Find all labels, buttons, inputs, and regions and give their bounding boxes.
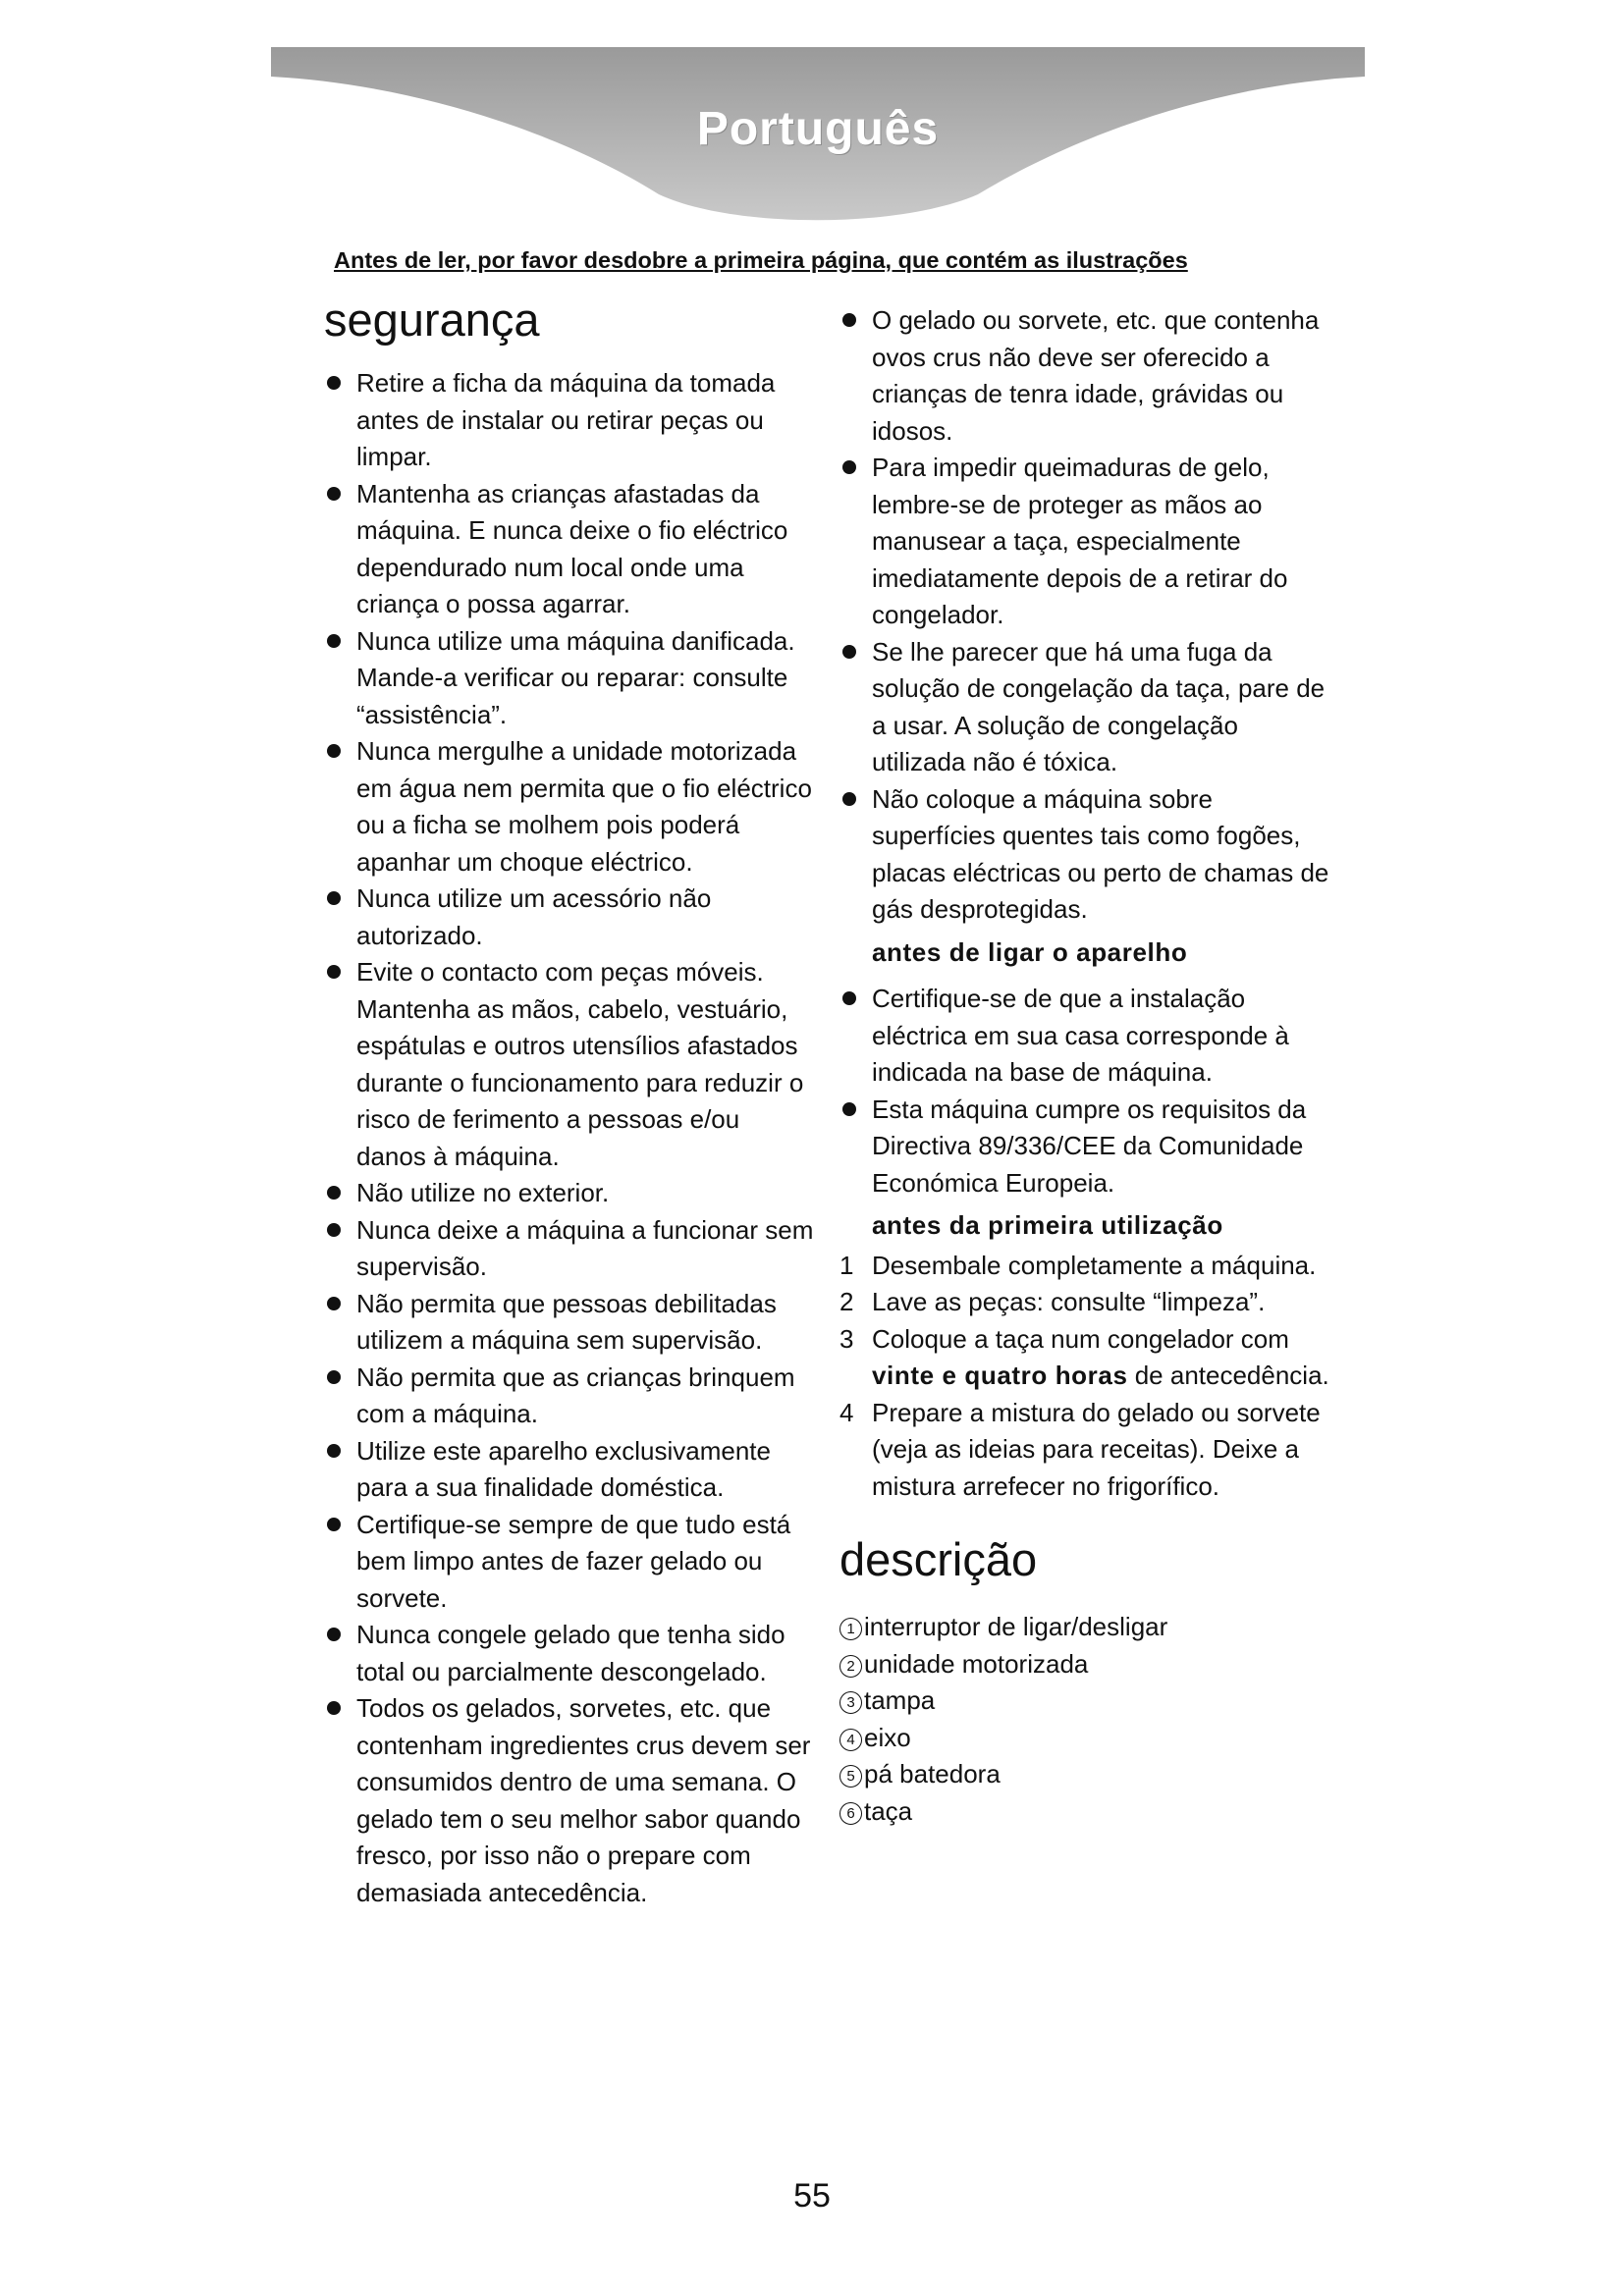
part-label: unidade motorizada bbox=[864, 1648, 1089, 1679]
list-item: Certifique-se sempre de que tudo está bem limpo antes de fazer gelado ou sorvete. bbox=[324, 1507, 815, 1618]
page-title: Português bbox=[696, 103, 940, 155]
list-item: Certifique-se de que a instalação eléctrica em sua casa corresponde à indicada na base de máquina. bbox=[839, 981, 1330, 1092]
part-label: interruptor de ligar/desligar bbox=[864, 1612, 1168, 1641]
circled-number: 3 bbox=[839, 1691, 862, 1714]
step-number: 4 bbox=[839, 1397, 854, 1427]
step-emphasis: vinte e quatro horas bbox=[872, 1361, 1128, 1390]
step-text: de antecedência. bbox=[1127, 1361, 1329, 1390]
list-item: Se lhe parecer que há uma fuga da solução de congelação da taça, pare de a usar. A solução de congelação utilizada não é tóxica. bbox=[839, 634, 1330, 781]
circled-number: 4 bbox=[839, 1729, 862, 1751]
list-item: Esta máquina cumpre os requisitos da Directiva 89/336/CEE da Comunidade Económica Europeia. bbox=[839, 1092, 1330, 1202]
section-heading-descricao: descrição bbox=[839, 1533, 1038, 1585]
before-switching-on-list bbox=[839, 981, 1330, 1201]
list-item: Utilize este aparelho exclusivamente para a sua finalidade doméstica. bbox=[324, 1433, 815, 1507]
step-item bbox=[839, 1395, 1330, 1506]
step-text: Lave as peças: consulte “limpeza”. bbox=[872, 1287, 1266, 1316]
subheading-antes-primeira: antes da primeira utilização bbox=[872, 1210, 1223, 1240]
first-use-steps bbox=[839, 1248, 1330, 1506]
list-item: Mantenha as crianças afastadas da máquina. E nunca deixe o fio eléctrico dependurado num local onde uma criança o possa agarrar. bbox=[324, 476, 815, 623]
circled-number: 5 bbox=[839, 1765, 862, 1788]
part-item bbox=[839, 1756, 1330, 1793]
language-banner bbox=[271, 47, 1365, 224]
list-item: Nunca congele gelado que tenha sido total ou parcialmente descongelado. bbox=[324, 1617, 815, 1690]
right-column bbox=[839, 291, 1330, 1830]
safety-list-continued bbox=[839, 302, 1330, 929]
circled-number: 1 bbox=[839, 1618, 862, 1640]
list-item: Não permita que as crianças brinquem com a máquina. bbox=[324, 1360, 815, 1433]
step-text: Prepare a mistura do gelado ou sorvete (veja as ideias para receitas). Deixe a mistura arrefecer no frigorífico. bbox=[872, 1397, 1321, 1501]
section-heading-seguranca: segurança bbox=[324, 294, 540, 346]
list-item: Não coloque a máquina sobre superfícies quentes tais como fogões, placas eléctricas ou perto de chamas de gás desprotegidas. bbox=[839, 781, 1330, 929]
list-item: Evite o contacto com peças móveis. Mantenha as mãos, cabelo, vestuário, espátulas e outros utensílios afastados durante o funcionamento para reduzir o risco de ferimento a pessoas e/ou danos à máquina. bbox=[324, 954, 815, 1175]
step-text: Desembale completamente a máquina. bbox=[872, 1250, 1317, 1280]
list-item: Nunca utilize um acessório não autorizado. bbox=[324, 881, 815, 954]
part-item bbox=[839, 1646, 1330, 1683]
part-item bbox=[839, 1793, 1330, 1831]
step-number: 2 bbox=[839, 1287, 854, 1316]
list-item: Nunca mergulhe a unidade motorizada em água nem permita que o fio eléctrico ou a ficha se molhem pois poderá apanhar um choque eléctrico. bbox=[324, 733, 815, 881]
list-item: Para impedir queimaduras de gelo, lembre-se de proteger as mãos ao manusear a taça, especialmente imediatamente depois de a retirar do congelador. bbox=[839, 450, 1330, 634]
circled-number: 2 bbox=[839, 1655, 862, 1678]
list-item: Nunca deixe a máquina a funcionar sem supervisão. bbox=[324, 1212, 815, 1286]
step-number: 1 bbox=[839, 1250, 854, 1280]
step-item bbox=[839, 1248, 1330, 1285]
list-item: Não permita que pessoas debilitadas utilizem a máquina sem supervisão. bbox=[324, 1286, 815, 1360]
list-item: Todos os gelados, sorvetes, etc. que contenham ingredientes crus devem ser consumidos dentro de uma semana. O gelado tem o seu melhor sabor quando fresco, por isso não o prepare com demasiada antecedência. bbox=[324, 1690, 815, 1911]
circled-number: 6 bbox=[839, 1802, 862, 1825]
step-item bbox=[839, 1321, 1330, 1395]
safety-list bbox=[324, 365, 815, 1911]
part-item bbox=[839, 1609, 1330, 1646]
part-label: pá batedora bbox=[864, 1759, 1001, 1789]
part-label: taça bbox=[864, 1795, 913, 1826]
left-column bbox=[324, 291, 815, 1911]
intro-instruction: Antes de ler, por favor desdobre a primeira página, que contém as ilustrações bbox=[334, 247, 1188, 273]
subheading-antes-ligar: antes de ligar o aparelho bbox=[872, 936, 1188, 967]
parts-list bbox=[839, 1609, 1330, 1830]
step-text: Coloque a taça num congelador com bbox=[872, 1323, 1289, 1354]
list-item: Retire a ficha da máquina da tomada antes de instalar ou retirar peças ou limpar. bbox=[324, 365, 815, 476]
list-item: Não utilize no exterior. bbox=[324, 1175, 815, 1212]
step-number: 3 bbox=[839, 1323, 854, 1354]
step-item bbox=[839, 1284, 1330, 1321]
part-label: tampa bbox=[864, 1685, 936, 1715]
list-item: O gelado ou sorvete, etc. que contenha ovos crus não deve ser oferecido a crianças de tenra idade, grávidas ou idosos. bbox=[839, 302, 1330, 450]
part-label: eixo bbox=[864, 1722, 911, 1752]
list-item: Nunca utilize uma máquina danificada. Mande-a verificar ou reparar: consulte “assistência”. bbox=[324, 623, 815, 734]
part-item bbox=[839, 1720, 1330, 1757]
page-number: 55 bbox=[793, 2177, 831, 2215]
part-item bbox=[839, 1682, 1330, 1720]
